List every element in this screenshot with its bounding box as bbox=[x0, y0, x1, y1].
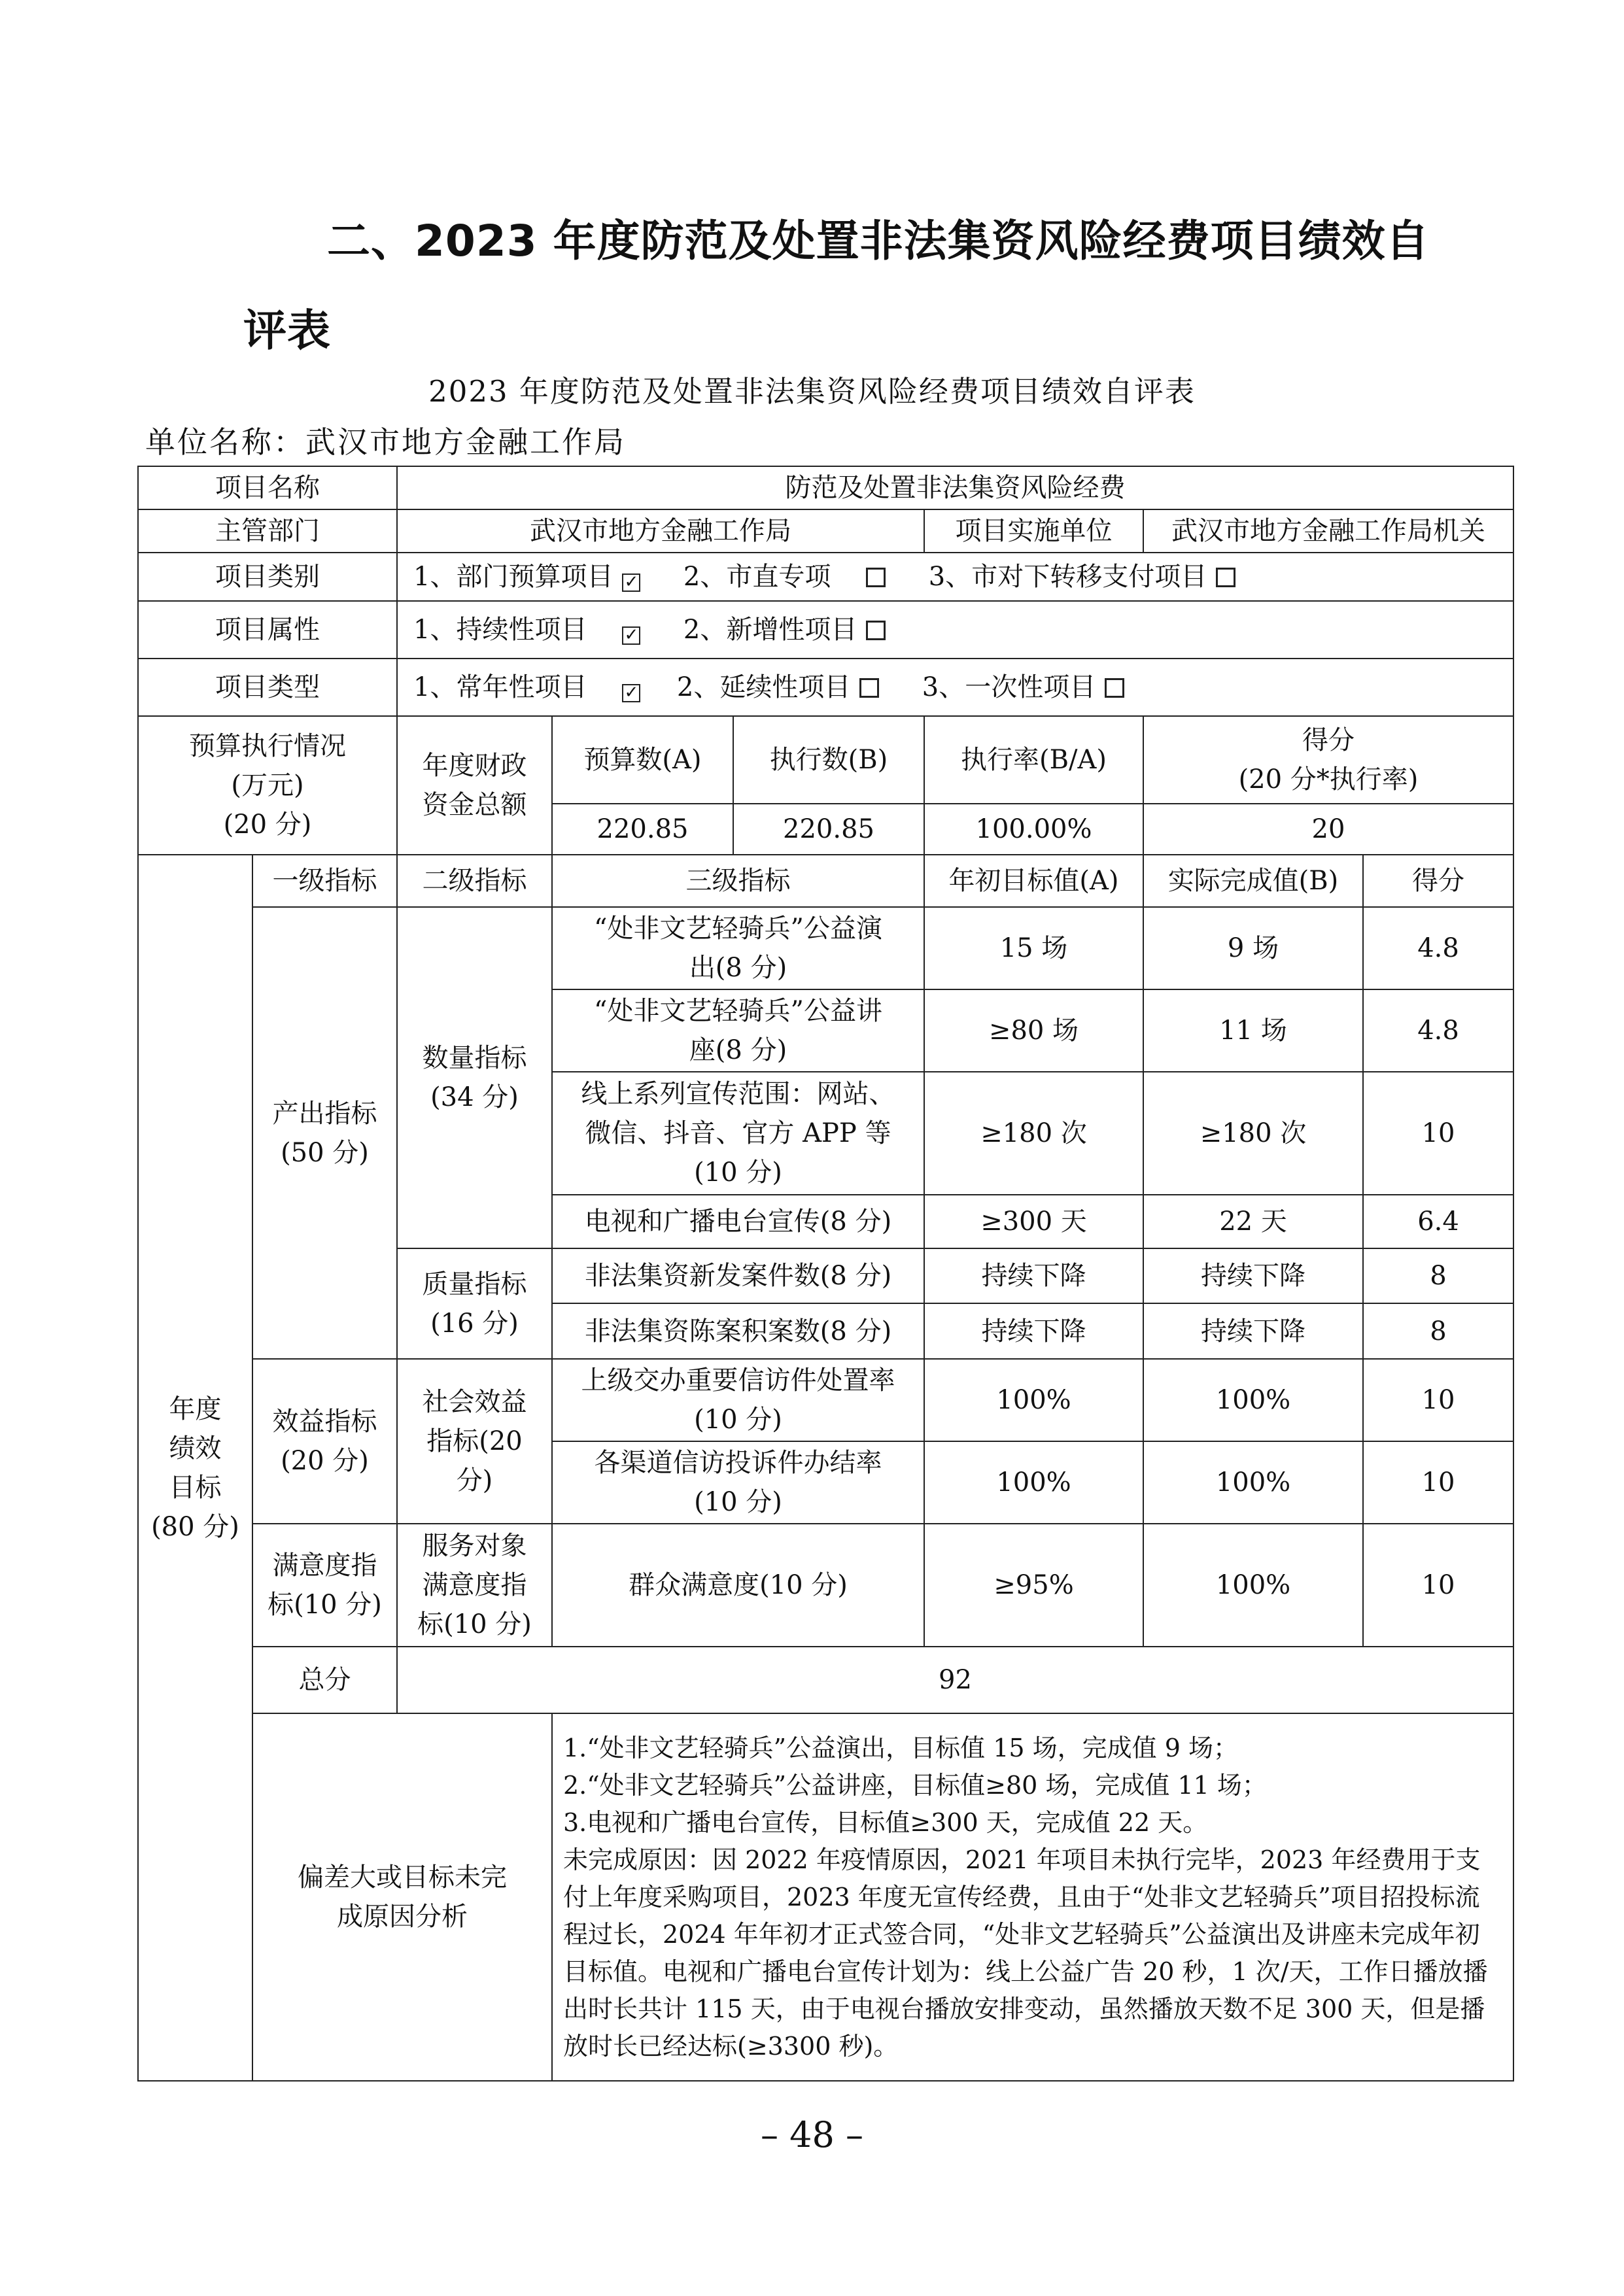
analysis-paragraph: 2.“处非文艺轻骑兵”公益讲座，目标值≥80 场，完成值 11 场； bbox=[563, 1770, 1267, 1800]
table-title: 2023 年度防范及处置非法集资风险经费项目绩效自评表 bbox=[428, 374, 1196, 409]
target-value: 100% bbox=[924, 1441, 1143, 1524]
benefit-label-line2: (20 分) bbox=[281, 1446, 369, 1476]
checkbox-empty-icon bbox=[866, 568, 886, 587]
type-option-1: 1、常年性项目 bbox=[413, 672, 587, 702]
actual-value: 9 场 bbox=[1143, 907, 1363, 989]
deviation-analysis-text bbox=[552, 1713, 1513, 2081]
analysis-paragraph: 3.电视和广播电台宣传，目标值≥300 天，完成值 22 天。 bbox=[563, 1808, 1208, 1837]
indicator-line: 微信、抖音、官方 APP 等 bbox=[585, 1118, 891, 1148]
total-score-label: 总分 bbox=[252, 1647, 397, 1713]
type-option-3: 3、一次性项目 bbox=[922, 672, 1096, 702]
performance-label-line2: 绩效 bbox=[169, 1433, 222, 1464]
actual-value-header: 实际完成值(B) bbox=[1143, 855, 1363, 907]
checkbox-empty-icon bbox=[866, 621, 886, 640]
analysis-paragraph: 未完成原因：因 2022 年疫情原因，2021 年项目未执行完毕，2023 年经费用于支付上年度采购项目，2023 年度无宣传经费，且由于“处非文艺轻骑兵”项目招投标流程过长，2024 年年初才正式签合同，“处非文艺轻骑兵”公益演出及讲座未完成年初目标值。电视和广播电台宣传计划为：线上公益广告 20 秒，1 次/天，工作日播放播出时长共计 115 天，由于电视台播放安排变动，虽然播放天数不足 300 天，但是播放时长已经达标(≥3300 秒)。 bbox=[563, 1845, 1488, 2061]
budget-label-line3: (20 分) bbox=[223, 810, 312, 840]
score-value: 10 bbox=[1363, 1072, 1513, 1195]
department-label: 主管部门 bbox=[138, 509, 397, 553]
indicator-name: 非法集资陈案积案数(8 分) bbox=[552, 1303, 924, 1359]
budget-score-value: 20 bbox=[1143, 804, 1513, 855]
quantity-label-line2: (34 分) bbox=[430, 1082, 519, 1112]
level1-indicator-header: 一级指标 bbox=[252, 855, 397, 907]
target-value: ≥95% bbox=[924, 1524, 1143, 1647]
quality-label-line1: 质量指标 bbox=[422, 1269, 527, 1299]
output-label-line2: (50 分) bbox=[281, 1137, 369, 1168]
unit-name-line: 单位名称：武汉市地方金融工作局 bbox=[145, 424, 626, 460]
score-value: 4.8 bbox=[1363, 989, 1513, 1072]
indicator-line: 出(8 分) bbox=[689, 953, 787, 983]
attribute-option-2: 2、新增性项目 bbox=[683, 615, 857, 645]
performance-label-line1: 年度 bbox=[169, 1394, 222, 1424]
budget-amount-value: 220.85 bbox=[552, 804, 733, 855]
target-value: 15 场 bbox=[924, 907, 1143, 989]
analysis-label-line1: 偏差大或目标未完 bbox=[298, 1862, 507, 1893]
score-value: 10 bbox=[1363, 1524, 1513, 1647]
indicator-line: 座(8 分) bbox=[689, 1035, 787, 1065]
output-indicator-label bbox=[252, 907, 397, 1359]
performance-label-line4: (80 分) bbox=[151, 1511, 239, 1542]
budget-score-header bbox=[1143, 716, 1513, 804]
actual-value: ≥180 次 bbox=[1143, 1072, 1363, 1195]
indicator-name bbox=[552, 1359, 924, 1441]
type-option-2: 2、延续性项目 bbox=[676, 672, 851, 702]
implementer-value: 武汉市地方金融工作局机关 bbox=[1143, 509, 1513, 553]
quality-label-line2: (16 分) bbox=[430, 1308, 519, 1339]
actual-value: 100% bbox=[1143, 1359, 1363, 1441]
budget-amount-header: 预算数(A) bbox=[552, 716, 733, 804]
project-category-label: 项目类别 bbox=[138, 553, 397, 601]
deviation-analysis-label bbox=[252, 1713, 552, 2081]
social-label-line2: 指标(20 bbox=[426, 1426, 523, 1456]
project-name-value: 防范及处置非法集资风险经费 bbox=[397, 466, 1513, 509]
service-label-line2: 满意度指 bbox=[422, 1570, 527, 1600]
implementer-label: 项目实施单位 bbox=[924, 509, 1143, 553]
score-value: 6.4 bbox=[1363, 1195, 1513, 1248]
performance-label-line3: 目标 bbox=[169, 1472, 222, 1503]
service-satisfaction-indicator-label bbox=[397, 1524, 552, 1647]
project-attribute-label: 项目属性 bbox=[138, 601, 397, 659]
attribute-option-1: 1、持续性项目 bbox=[413, 615, 587, 645]
indicator-line: “处非文艺轻骑兵”公益讲 bbox=[594, 996, 882, 1026]
project-type-options bbox=[397, 659, 1513, 716]
score-header-line2: (20 分*执行率) bbox=[1238, 764, 1419, 795]
score-value: 8 bbox=[1363, 1303, 1513, 1359]
execution-rate-header: 执行率(B/A) bbox=[924, 716, 1143, 804]
project-category-options bbox=[397, 553, 1513, 601]
department-value: 武汉市地方金融工作局 bbox=[397, 509, 924, 553]
execution-rate-value: 100.00% bbox=[924, 804, 1143, 855]
score-header: 得分 bbox=[1363, 855, 1513, 907]
actual-value: 持续下降 bbox=[1143, 1303, 1363, 1359]
satisfaction-label-line1: 满意度指 bbox=[272, 1551, 377, 1581]
category-option-3: 3、市对下转移支付项目 bbox=[928, 562, 1207, 592]
fund-label-line1: 年度财政 bbox=[422, 751, 527, 781]
score-value: 10 bbox=[1363, 1359, 1513, 1441]
level3-indicator-header: 三级指标 bbox=[552, 855, 924, 907]
annual-fund-label bbox=[397, 716, 552, 855]
indicator-name: 电视和广播电台宣传(8 分) bbox=[552, 1195, 924, 1248]
indicator-line: (10 分) bbox=[694, 1157, 782, 1188]
actual-value: 100% bbox=[1143, 1441, 1363, 1524]
benefit-indicator-label bbox=[252, 1359, 397, 1524]
target-value: ≥80 场 bbox=[924, 989, 1143, 1072]
score-header-line1: 得分 bbox=[1302, 725, 1355, 755]
actual-value: 持续下降 bbox=[1143, 1248, 1363, 1303]
project-type-label: 项目类型 bbox=[138, 659, 397, 716]
target-value: 持续下降 bbox=[924, 1248, 1143, 1303]
analysis-label-line2: 成原因分析 bbox=[337, 1902, 468, 1932]
total-score-value: 92 bbox=[397, 1647, 1513, 1713]
quality-indicator-label bbox=[397, 1248, 552, 1359]
indicator-name bbox=[552, 989, 924, 1072]
level2-indicator-header: 二级指标 bbox=[397, 855, 552, 907]
self-evaluation-table bbox=[137, 466, 1514, 2082]
indicator-name: 群众满意度(10 分) bbox=[552, 1524, 924, 1647]
category-option-2: 2、市直专项 bbox=[683, 562, 831, 592]
actual-value: 22 天 bbox=[1143, 1195, 1363, 1248]
annual-performance-label bbox=[138, 855, 252, 2081]
fund-label-line2: 资金总额 bbox=[422, 790, 527, 820]
service-label-line1: 服务对象 bbox=[422, 1531, 527, 1561]
target-value-header: 年初目标值(A) bbox=[924, 855, 1143, 907]
indicator-line: (10 分) bbox=[694, 1487, 782, 1517]
budget-execution-label bbox=[138, 716, 397, 855]
service-label-line3: 标(10 分) bbox=[417, 1609, 532, 1639]
indicator-line: 线上系列宣传范围：网站、 bbox=[581, 1079, 895, 1109]
checkbox-empty-icon bbox=[859, 678, 879, 698]
checkbox-checked-icon: ✓ bbox=[622, 574, 640, 592]
table-row bbox=[138, 1359, 1513, 1441]
indicator-line: 上级交办重要信访件处置率 bbox=[581, 1365, 895, 1396]
benefit-label-line1: 效益指标 bbox=[272, 1407, 377, 1437]
quantity-label-line1: 数量指标 bbox=[422, 1043, 527, 1073]
indicator-line: “处非文艺轻骑兵”公益演 bbox=[594, 914, 882, 944]
page-number: – 48 – bbox=[760, 2114, 864, 2155]
quantity-indicator-label bbox=[397, 907, 552, 1248]
indicator-name bbox=[552, 1072, 924, 1195]
report-heading-line2: 评表 bbox=[243, 305, 331, 356]
project-attribute-options bbox=[397, 601, 1513, 659]
satisfaction-label-line2: 标(10 分) bbox=[268, 1590, 382, 1620]
target-value: 100% bbox=[924, 1359, 1143, 1441]
target-value: ≥300 天 bbox=[924, 1195, 1143, 1248]
project-name-label: 项目名称 bbox=[138, 466, 397, 509]
checkbox-empty-icon bbox=[1105, 678, 1124, 698]
social-label-line3: 分) bbox=[456, 1465, 493, 1496]
checkbox-checked-icon: ✓ bbox=[622, 626, 640, 645]
score-value: 4.8 bbox=[1363, 907, 1513, 989]
table-row bbox=[138, 1524, 1513, 1647]
target-value: ≥180 次 bbox=[924, 1072, 1143, 1195]
indicator-name: 非法集资新发案件数(8 分) bbox=[552, 1248, 924, 1303]
indicator-name bbox=[552, 1441, 924, 1524]
score-value: 10 bbox=[1363, 1441, 1513, 1524]
execution-amount-value: 220.85 bbox=[733, 804, 924, 855]
actual-value: 100% bbox=[1143, 1524, 1363, 1647]
social-label-line1: 社会效益 bbox=[422, 1387, 527, 1417]
table-row bbox=[138, 907, 1513, 989]
budget-label-line1: 预算执行情况 bbox=[189, 731, 346, 761]
output-label-line1: 产出指标 bbox=[272, 1098, 377, 1129]
score-value: 8 bbox=[1363, 1248, 1513, 1303]
indicator-name bbox=[552, 907, 924, 989]
execution-amount-header: 执行数(B) bbox=[733, 716, 924, 804]
budget-label-line2: (万元) bbox=[231, 770, 304, 800]
checkbox-checked-icon: ✓ bbox=[622, 684, 640, 702]
social-benefit-indicator-label bbox=[397, 1359, 552, 1524]
category-option-1: 1、部门预算项目 bbox=[413, 562, 613, 592]
analysis-paragraph: 1.“处非文艺轻骑兵”公益演出，目标值 15 场，完成值 9 场； bbox=[563, 1733, 1238, 1762]
report-heading-line1: 二、2023 年度防范及处置非法集资风险经费项目绩效自 bbox=[327, 216, 1430, 266]
satisfaction-indicator-label bbox=[252, 1524, 397, 1647]
indicator-line: 各渠道信访投诉件办结率 bbox=[594, 1448, 882, 1478]
target-value: 持续下降 bbox=[924, 1303, 1143, 1359]
checkbox-empty-icon bbox=[1216, 568, 1235, 587]
indicator-line: (10 分) bbox=[694, 1405, 782, 1435]
actual-value: 11 场 bbox=[1143, 989, 1363, 1072]
